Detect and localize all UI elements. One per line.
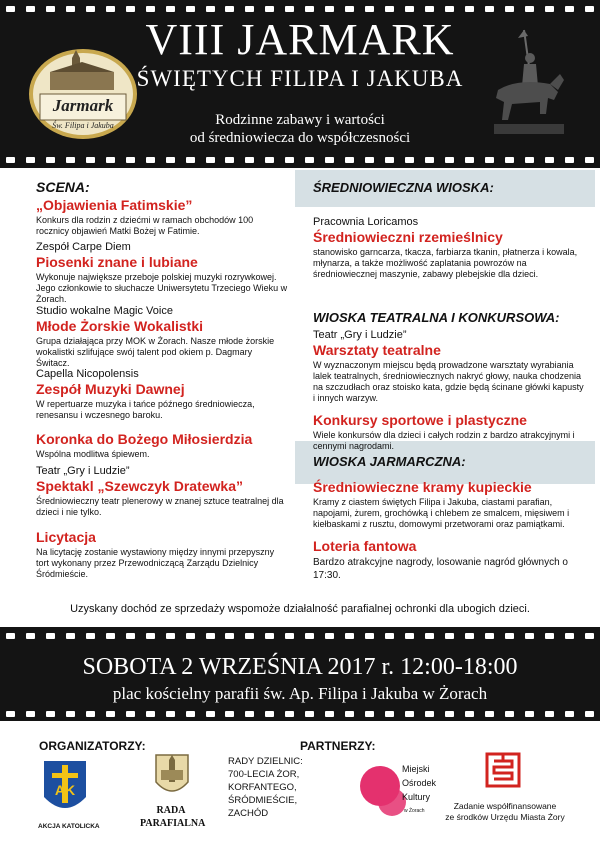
svg-text:AK: AK [54,782,76,798]
film-hole [6,157,15,163]
film-hole [325,6,334,12]
scena-heading: SCENA: [36,179,90,195]
film-hole [225,6,234,12]
film-hole [206,6,215,12]
header-band [0,0,600,168]
film-hole [26,711,35,717]
film-hole [525,711,534,717]
film-hole [26,157,35,163]
film-hole [66,711,75,717]
film-hole [425,6,434,12]
event-desc: Wspólna modlitwa śpiewem. [36,449,150,459]
logo-text-main: Jarmark [52,96,114,115]
film-hole [465,6,474,12]
logo-text-sub: Św. Filipa i Jakuba [52,121,114,130]
subtitle-line2: od średniowiecza do współczesności [189,130,411,146]
film-hole [106,711,115,717]
film-hole [245,633,254,639]
film-hole [106,6,115,12]
funding-line2: ze środków Urzędu Miasta Żory [445,812,565,822]
film-hole [585,633,594,639]
film-hole [425,633,434,639]
scena-item-5 [36,430,288,460]
film-hole [146,6,155,12]
film-hole [465,157,474,163]
film-hole [6,633,15,639]
film-hole [206,711,215,717]
title-line1: VIII JARMARK [145,15,455,64]
film-hole [166,157,175,163]
zory-city-logo [486,753,520,787]
wioska-heading: ŚREDNIOWIECZNA WIOSKA: [313,180,494,195]
event-location: plac kościelny parafii św. Ap. Filipa i Jakuba w Żorach [112,684,488,703]
event-title: Warsztaty teatralne [313,342,441,358]
film-hole [365,633,374,639]
event-desc: Konkurs dla rodzin z dziećmi w ramach obchodów 100 rocznicy objawień Matki Bożej w Fatimie. [36,215,254,236]
film-hole [545,157,554,163]
film-hole [405,6,414,12]
funding-line1: Zadanie współfinansowane [453,801,557,811]
film-hole [86,6,95,12]
jarmarczna-heading: WIOSKA JARMARCZNA: [313,454,466,469]
councils-line4: ŚRÓDMIEŚCIE, [228,795,298,806]
jarmark-logo [28,48,138,140]
event-title: Koronka do Bożego Miłosierdzia [36,431,253,447]
performer: Teatr „Gry i Ludzie” [36,465,130,477]
mok-line2: Ośrodek [402,778,437,788]
film-hole [106,157,115,163]
councils-line1: RADY DZIELNIC: [228,756,303,767]
film-hole [485,6,494,12]
subtitle-line1: Rodzinne zabawy i wartości [215,112,385,128]
teatralna-section [313,310,588,452]
scena-item-2 [36,241,288,305]
film-hole [206,157,215,163]
film-hole [325,633,334,639]
film-hole [245,711,254,717]
event-title: Licytacja [36,529,96,545]
film-hole [305,6,314,12]
performer: Pracownia Loricamos [313,216,419,228]
film-hole [46,633,55,639]
scena-item-6 [36,465,288,518]
film-hole [325,711,334,717]
film-hole [285,6,294,12]
film-hole [265,157,274,163]
film-hole [146,711,155,717]
mok-line4: w Żorach [404,808,425,814]
jarmarczna-section [313,454,588,582]
event-desc: W wyznaczonym miejscu będą prowadzone warsztaty wyrabiania lalek teatralnych, średniowiecznych nakryć głowy, nauka chodzenia na szczudłach oraz stoisko kata, gdzie będą ścinane główki kapusty i innych warzyw. [313,360,584,403]
film-hole [565,157,574,163]
film-hole [365,6,374,12]
film-hole [186,633,195,639]
film-hole [345,157,354,163]
film-hole [66,633,75,639]
film-holes-bottom [0,155,600,164]
film-hole [565,711,574,717]
akcja-katolicka-logo [40,757,90,823]
event-desc: Bardzo atrakcyjne nagrody, losowanie nagród głównych o 17:30. [313,557,568,581]
film-hole [485,633,494,639]
film-hole [345,6,354,12]
film-hole [46,6,55,12]
event-title: Młode Żorskie Wokalistki [36,318,204,334]
film-hole [585,711,594,717]
mok-line1: Miejski [402,764,430,774]
partners-label: PARTNERZY: [300,739,376,753]
film-hole [485,711,494,717]
event-title: Konkursy sportowe i plastyczne [313,412,527,428]
event-title: Piosenki znane i lubiane [36,254,198,270]
film-hole [565,6,574,12]
film-hole [225,157,234,163]
event-title: Zespół Muzyki Dawnej [36,381,185,397]
film-hole [405,157,414,163]
film-hole [265,6,274,12]
film-hole [285,711,294,717]
film-hole [545,711,554,717]
film-hole [186,711,195,717]
scena-item-4 [36,368,288,421]
councils-line5: ZACHÓD [228,808,269,819]
event-desc: stanowisko garncarza, tkacza, farbiarza tkanin, płatnerza i kowala, młynarza, a także możliwość zaplatania powrozów na średniowiecznej maszynie, zabawy plebejskie dla dzieci. [313,247,578,279]
film-hole [565,633,574,639]
teatralna-heading: WIOSKA TEATRALNA I KONKURSOWA: [313,310,560,325]
performer: Zespół Carpe Diem [36,241,131,253]
akcja-label: AKCJA KATOLICKA [38,823,100,830]
film-hole [86,633,95,639]
event-title: Średniowieczni rzemieślnicy [313,229,503,245]
film-hole [66,6,75,12]
film-hole [26,6,35,12]
organizers-label: ORGANIZATORZY: [39,739,146,753]
film-hole [225,633,234,639]
film-hole [385,633,394,639]
performer: Studio wokalne Magic Voice [36,305,173,317]
film-hole [445,633,454,639]
scena-column [36,179,291,195]
event-desc: W repertuarze muzyka i tańce późnego średniowiecza, renesansu i wczesnego baroku. [36,399,255,420]
film-hole [385,157,394,163]
rada-line1: RADA [156,805,186,816]
mok-line3: Kultury [402,792,431,802]
film-hole [305,633,314,639]
film-hole [445,711,454,717]
film-hole [186,157,195,163]
event-title: „Objawienia Fatimskie” [36,197,193,213]
film-hole [385,711,394,717]
film-holes-bottom [0,709,600,718]
film-hole [86,157,95,163]
event-title: Loteria fantowa [313,538,417,554]
film-hole [126,6,135,12]
scena-item-3 [36,305,288,369]
scena-item-7 [36,528,288,580]
film-hole [305,711,314,717]
film-hole [405,633,414,639]
film-hole [405,711,414,717]
film-hole [245,6,254,12]
film-hole [385,6,394,12]
film-hole [425,711,434,717]
event-desc: Grupa działająca przy MOK w Żorach. Nasze młode żorskie wokalistki szlifujące swój talent pod okiem p. Dagmary Świtacz. [36,336,275,368]
film-hole [6,6,15,12]
title-line2: ŚWIĘTYCH FILIPA I JAKUBA [136,66,464,91]
film-hole [126,711,135,717]
event-desc: Wykonuje największe przeboje polskiej muzyki rozrywkowej. Jego członkowie to słuchacze Uniwersytetu Trzeciego Wieku w Żorach. [36,272,288,304]
event-title: Spektakl „Szewczyk Dratewka” [36,478,243,494]
scena-item-1 [36,196,288,237]
film-hole [505,633,514,639]
wioska-section [313,210,588,280]
film-hole [505,157,514,163]
film-hole [6,711,15,717]
rada-parafialna-emblem-icon [153,752,191,802]
event-desc: Wiele konkursów dla dzieci i całych rodzin z bardzo atrakcyjnymi i cennymi nagrodami. [313,430,575,451]
film-holes-top [0,631,600,640]
film-hole [325,157,334,163]
mok-logo [358,756,437,826]
performer: Capella Nicopolensis [36,368,139,380]
film-hole [46,711,55,717]
film-hole [146,157,155,163]
film-hole [245,157,254,163]
rada-line2: PARAFIALNA [140,818,206,829]
film-hole [505,6,514,12]
film-hole [86,711,95,717]
film-hole [525,633,534,639]
film-hole [146,633,155,639]
knight-silhouette-icon [488,28,568,138]
film-hole [345,633,354,639]
event-desc: Średniowieczny teatr plenerowy w znanej sztuce teatralnej dla dzieci i nie tylko. [36,496,284,517]
councils-line3: KORFANTEGO, [228,782,297,793]
proceeds-notice: Uzyskany dochód ze sprzedaży wspomoże działalność parafialnej ochronki dla ubogich dzieci. [70,603,530,615]
event-desc: Na licytację zostanie wystawiony między innymi przepyszny tort wykonany przez Przewodniczącą Zarządu Dzielnicy Śródmieście. [36,547,275,579]
councils-line2: 700-LECIA ŻOR, [228,769,300,780]
film-hole [66,157,75,163]
film-hole [106,633,115,639]
film-hole [525,157,534,163]
film-hole [445,157,454,163]
film-hole [285,157,294,163]
film-hole [46,157,55,163]
performer: Teatr „Gry i Ludzie” [313,329,407,341]
film-hole [345,711,354,717]
film-hole [126,633,135,639]
film-hole [166,6,175,12]
film-hole [285,633,294,639]
film-hole [365,157,374,163]
film-hole [485,157,494,163]
film-holes-top [0,4,600,13]
film-hole [465,711,474,717]
event-date: SOBOTA 2 WRZEŚNIA 2017 r. 12:00-18:00 [82,654,518,680]
film-hole [585,157,594,163]
film-hole [505,711,514,717]
event-desc: Kramy z ciastem świętych Filipa i Jakuba, ciastami parafian, napojami, żurem, grochówką i chlebem ze smalcem, mięsiwem i kiełbaskami z rusztu, domowymi przetworami oraz pamiątkami. [313,497,570,529]
film-hole [585,6,594,12]
film-hole [545,633,554,639]
film-hole [545,6,554,12]
film-hole [305,157,314,163]
film-hole [265,711,274,717]
film-hole [166,711,175,717]
film-hole [206,633,215,639]
film-hole [465,633,474,639]
film-hole [225,711,234,717]
film-hole [265,633,274,639]
film-hole [525,6,534,12]
film-hole [26,633,35,639]
film-hole [445,6,454,12]
wioska-heading-wrap [313,180,588,195]
film-hole [166,633,175,639]
event-title: Średniowieczne kramy kupieckie [313,479,532,495]
film-hole [365,711,374,717]
film-hole [186,6,195,12]
film-hole [425,157,434,163]
film-hole [126,157,135,163]
date-band [0,627,600,721]
